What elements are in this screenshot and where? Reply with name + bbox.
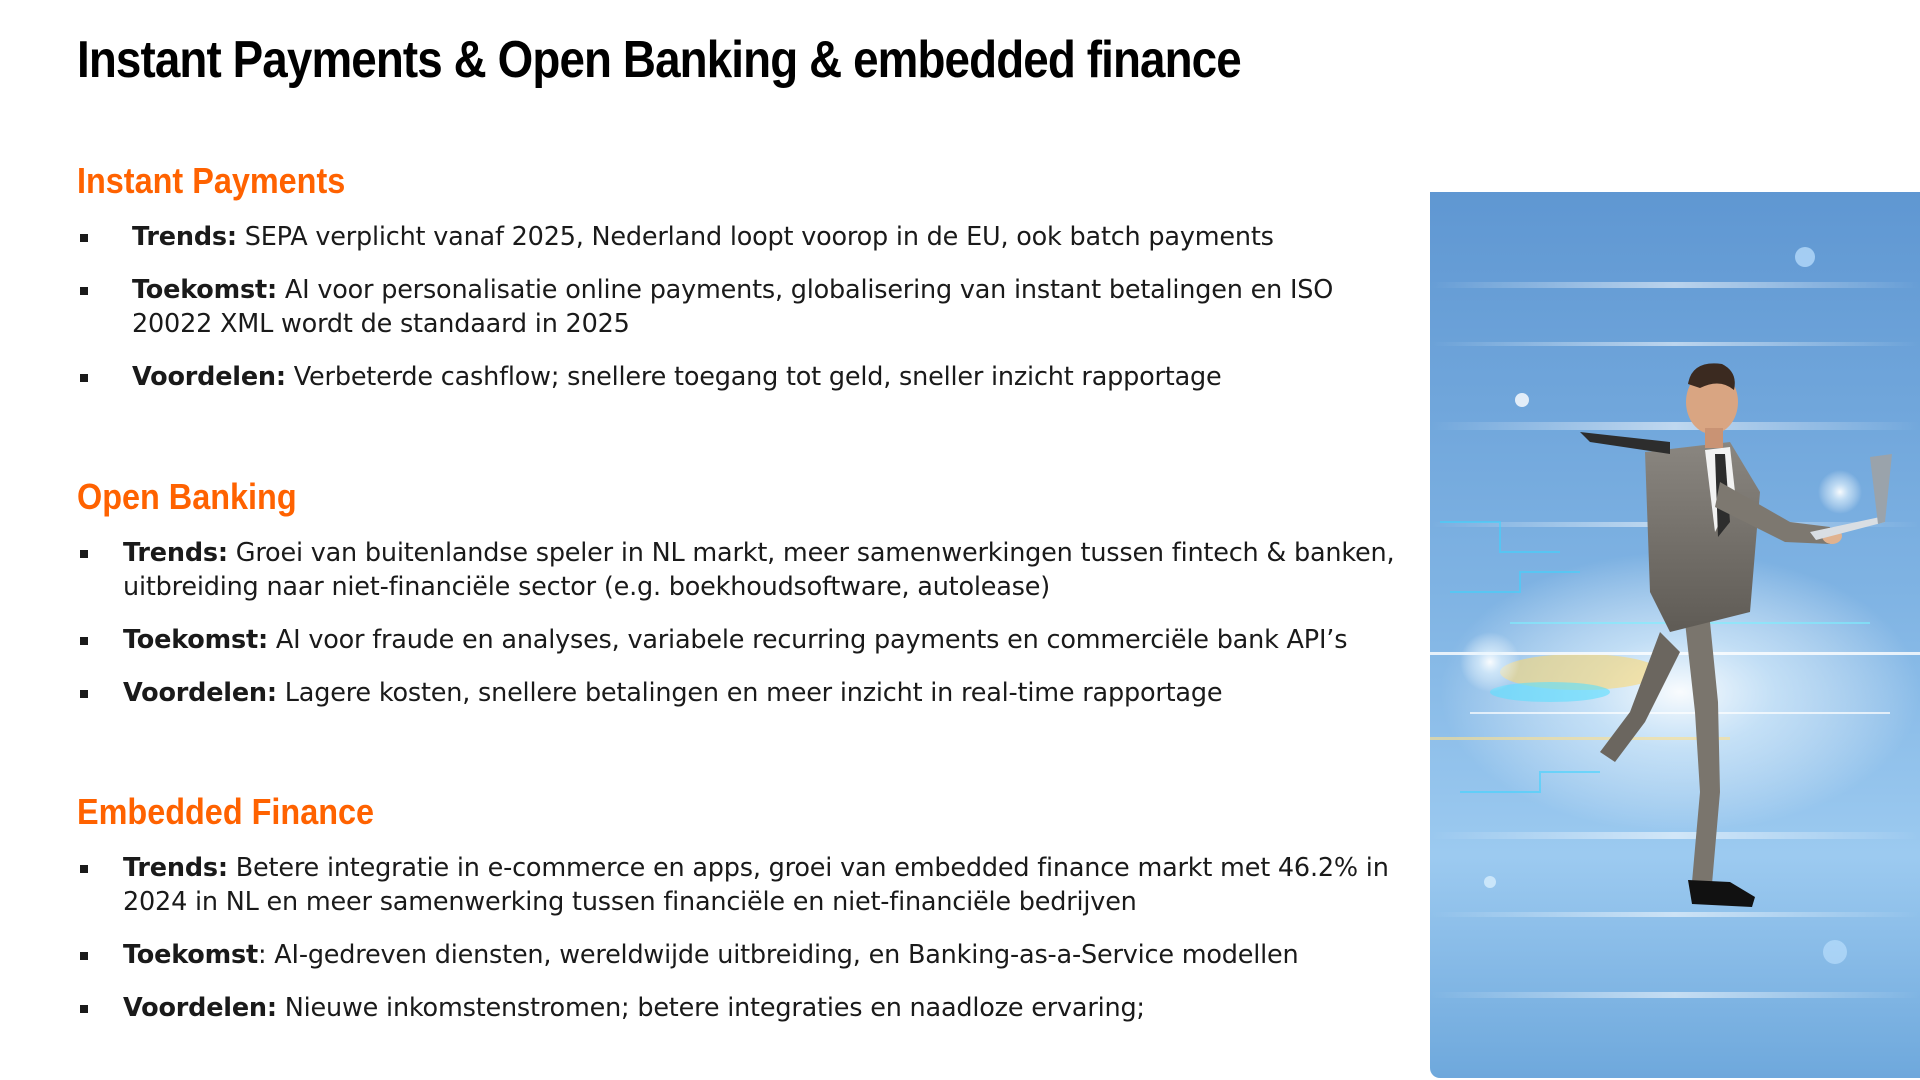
bullet-list (77, 851, 1407, 1025)
list-item (77, 991, 1407, 1025)
section-embedded-finance (77, 791, 1407, 1044)
bullet-text: : AI-gedreven diensten, wereldwijde uitbreiding, en Banking-as-a-Service modellen (257, 940, 1299, 970)
bullet-label: Trends: (123, 853, 228, 883)
bullet-icon (80, 690, 88, 698)
bullet-text: Nieuwe inkomstenstromen; betere integraties en naadloze ervaring; (276, 993, 1145, 1023)
bullet-label: Voordelen: (123, 678, 277, 708)
bullet-text: AI voor fraude en analyses, variabele recurring payments en commerciële bank API’s (267, 625, 1348, 655)
bullet-text: Lagere kosten, snellere betalingen en meer inzicht in real-time rapportage (276, 678, 1223, 708)
bullet-icon (80, 550, 88, 558)
list-item (77, 536, 1407, 604)
list-item (77, 938, 1407, 972)
bullet-icon (80, 952, 88, 960)
list-item (77, 851, 1407, 919)
bullet-icon (80, 865, 88, 873)
bullet-label: Trends: (132, 222, 237, 252)
bullet-text: Verbeterde cashflow; snellere toegang tot geld, sneller inzicht rapportage (285, 362, 1222, 392)
section-heading: Embedded Finance (77, 791, 375, 832)
list-item (77, 623, 1407, 657)
bullet-icon (80, 637, 88, 645)
bullet-icon (80, 287, 88, 295)
hero-image-businessman-running (1430, 192, 1920, 1078)
bullet-label: Voordelen: (132, 362, 286, 392)
bullet-icon (80, 374, 88, 382)
bullet-label: Trends: (123, 538, 228, 568)
slide-title: Instant Payments & Open Banking & embedded finance (77, 31, 1241, 89)
bullet-label: Voordelen: (123, 993, 277, 1023)
bullet-text: AI voor personalisatie online payments, globalisering van instant betalingen en ISO 20022 XML wordt de standaard in 2025 (132, 275, 1334, 339)
list-item (77, 676, 1407, 710)
list-item (77, 220, 1407, 254)
bullet-label: Toekomst: (123, 625, 268, 655)
section-instant-payments (77, 160, 1407, 413)
bullet-icon (80, 234, 88, 242)
bullet-text: Groei van buitenlandse speler in NL markt, meer samenwerkingen tussen fintech & banken, uitbreiding naar niet-financiële sector (e.g. boekhoudsoftware, autolease) (123, 538, 1395, 602)
bullet-text: Betere integratie in e-commerce en apps, groei van embedded finance markt met 46.2% in 2024 in NL en meer samenwerking tussen financiële en niet-financiële bedrijven (123, 853, 1389, 917)
list-item (77, 273, 1407, 341)
section-open-banking (77, 476, 1407, 729)
section-heading: Instant Payments (77, 160, 346, 201)
bullet-list (77, 536, 1407, 710)
hero-illustration (1430, 192, 1920, 1078)
list-item (77, 360, 1407, 394)
bullet-text: SEPA verplicht vanaf 2025, Nederland loopt voorop in de EU, ook batch payments (236, 222, 1274, 252)
bullet-icon (80, 1005, 88, 1013)
section-heading: Open Banking (77, 476, 297, 517)
bullet-label: Toekomst: (132, 275, 277, 305)
bullet-list (77, 220, 1407, 394)
bullet-label: Toekomst (123, 940, 258, 970)
